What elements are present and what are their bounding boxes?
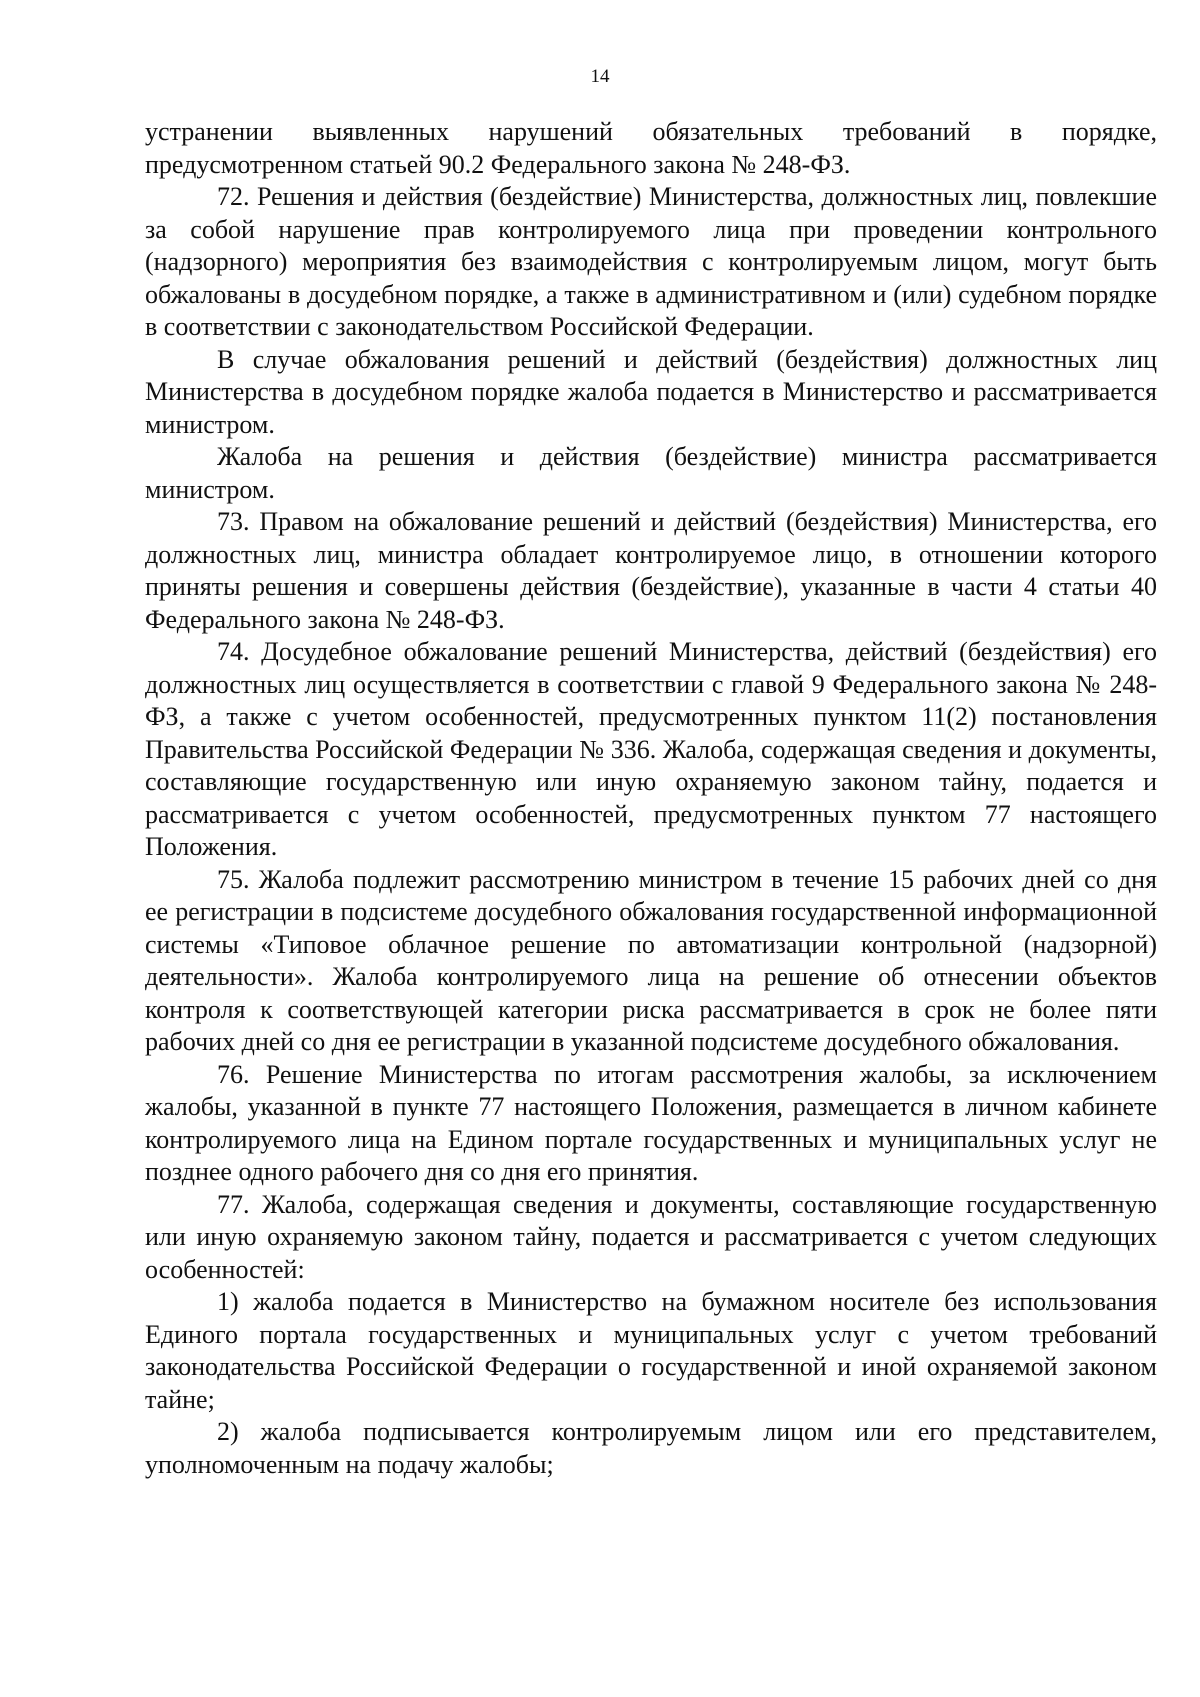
paragraph-76: 76. Решение Министерства по итогам рассмотрения жалобы, за исключением жалобы, указанной в пункте 77 настоящего Положения, размещается в личном кабинете контролируемого лица на Едином портале государственных и муниципальных услуг не позднее одного рабочего дня со дня его принятия. [145, 1059, 1157, 1186]
paragraph-72-minister-complaint: Жалоба на решения и действия (бездействие) министра рассматривается министром. [145, 442, 1157, 504]
paragraph-72-appeal: В случае обжалования решений и действий (бездействия) должностных лиц Министерства в досудебном порядке жалоба подается в Министерство и рассматривается министром. [145, 344, 1157, 439]
paragraph-77: 77. Жалоба, содержащая сведения и документы, составляющие государственную или иную охраняемую законом тайну, подается и рассматривается с учетом следующих особенностей: [145, 1189, 1157, 1284]
paragraph-72: 72. Решения и действия (бездействие) Министерства, должностных лиц, повлекшие за собой нарушение прав контролируемого лица при проведении контрольного (надзорного) мероприятия без взаимодействия с контролируемым лицом, могут быть обжалованы в досудебном порядке, а также в административном и (или) судебном порядке в соответствии с законодательством Российской Федерации. [145, 182, 1157, 341]
document-body [145, 116, 1157, 1481]
paragraph-73: 73. Правом на обжалование решений и действий (бездействия) Министерства, его должностных лиц, министра обладает контролируемое лицо, в отношении которого приняты решения и совершены действия (бездействие), указанные в части 4 статьи 40 Федерального закона № 248-ФЗ. [145, 507, 1157, 634]
paragraph-77-item-2: 2) жалоба подписывается контролируемым лицом или его представителем, уполномоченным на подачу жалобы; [145, 1417, 1157, 1479]
paragraph-77-item-1: 1) жалоба подается в Министерство на бумажном носителе без использования Единого портала государственных и муниципальных услуг с учетом требований законодательства Российской Федерации о государственной и иной охраняемой законом тайне; [145, 1287, 1157, 1414]
paragraph-continuation: устранении выявленных нарушений обязательных требований в порядке, предусмотренном статьей 90.2 Федерального закона № 248-ФЗ. [145, 117, 1157, 179]
paragraph-75: 75. Жалоба подлежит рассмотрению министром в течение 15 рабочих дней со дня ее регистрации в подсистеме досудебного обжалования государственной информационной системы «Типовое облачное решение по автоматизации контрольной (надзорной) деятельности». Жалоба контролируемого лица на решение об отнесении объектов контроля к соответствующей категории риска рассматривается в срок не более пяти рабочих дней со дня ее регистрации в указанной подсистеме досудебного обжалования. [145, 864, 1157, 1056]
page-number: 14 [590, 66, 610, 87]
paragraph-74: 74. Досудебное обжалование решений Министерства, действий (бездействия) его должностных лиц осуществляется в соответствии с главой 9 Федерального закона № 248-ФЗ, а также с учетом особенностей, предусмотренных пунктом 11(2) постановления Правительства Российской Федерации № 336. Жалоба, содержащая сведения и документы, составляющие государственную или иную охраняемую законом тайну, подается и рассматривается с учетом особенностей, предусмотренных пунктом 77 настоящего Положения. [145, 637, 1157, 861]
